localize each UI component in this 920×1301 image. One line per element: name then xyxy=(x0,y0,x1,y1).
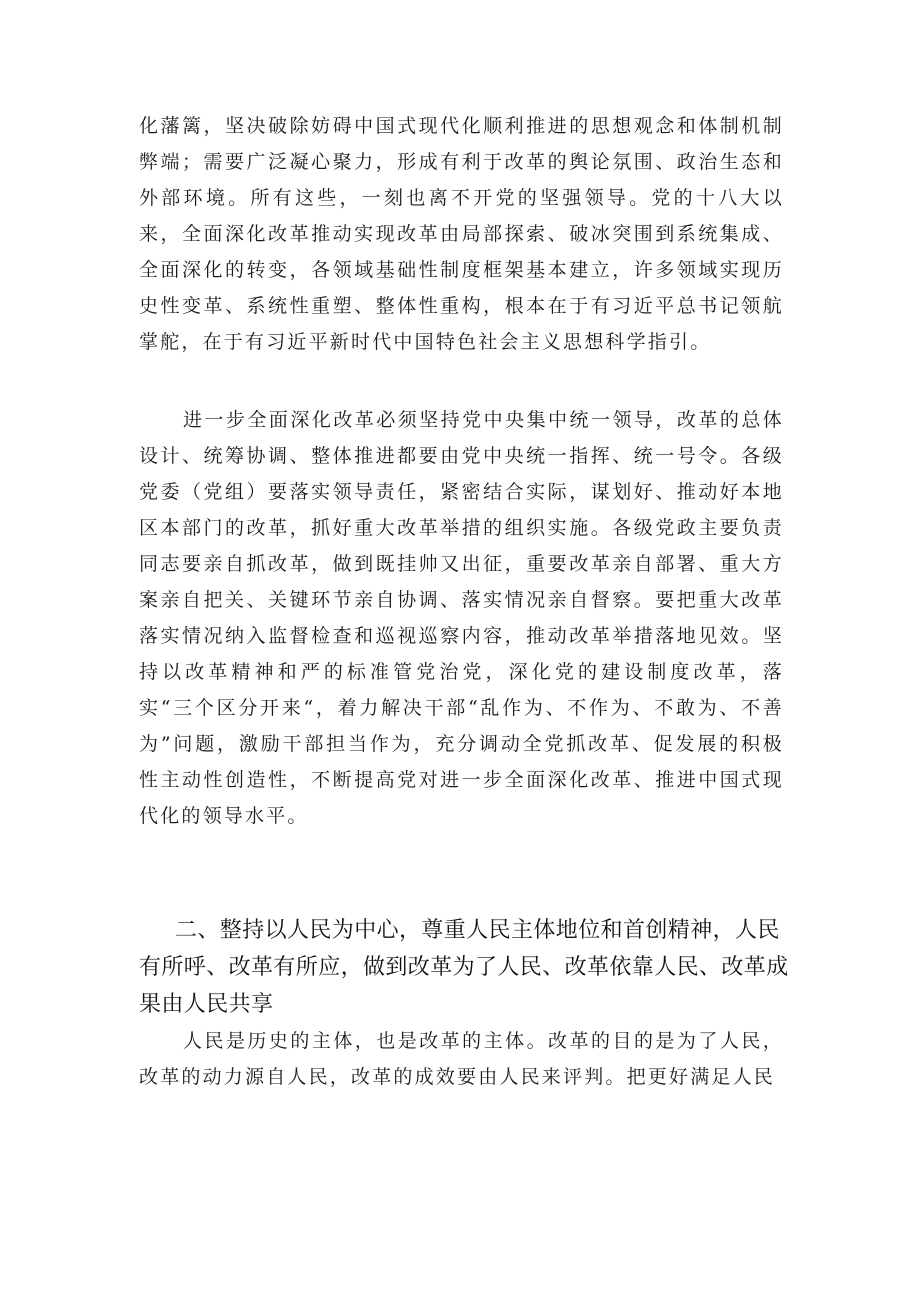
body-paragraph-continued: 化藩篱，坚决破除妨碍中国式现代化顺利推进的思想观念和体制机制弊端；需要广泛凝心聚力，形成有利于改革的舆论氛围、政治生态和外部环境。所有这些，一刻也离不开党的坚强领导。党的十八大以来，全面深化改革推动实现改革由局部探索、破冰突围到系统集成、全面深化的转变，各领域基础性制度框架基本建立，许多领域实现历史性变革、系统性重塑、整体性重构，根本在于有习近平总书记领航掌舵，在于有习近平新时代中国特色社会主义思想科学指引。 xyxy=(139,115,784,353)
body-paragraph: 人民是历史的主体，也是改革的主体。改革的目的是为了人民，改革的动力源自人民，改革的成效要由人民来评判。把更好满足人民 xyxy=(139,1030,784,1088)
section-heading: 二、整持以人民为中心，尊重人民主体地位和首创精神，人民有所呼、改革有所应，做到改革为了人民、改革依靠人民、改革成果由人民共享 xyxy=(139,918,789,1017)
body-paragraph: 进一步全面深化改革必须坚持党中央集中统一领导，改革的总体设计、统筹协调、整体推进都要由党中央统一指挥、统一号令。各级党委（党组）要落实领导责任，紧密结合实际，谋划好、推动好本地区本部门的改革，抓好重大改革举措的组织实施。各级党政主要负责同志要亲自抓改革，做到既挂帅又出征，重要改革亲自部署、重大方案亲自把关、关键环节亲自协调、落实情况亲自督察。要把重大改革落实情况纳入监督检查和巡视巡察内容，推动改革举措落地见效。坚持以改革精神和严的标准管党治党，深化党的建设制度改革，落实“三个区分开来“，着力解决干部“乱作为、不作为、不敢为、不善为”问题，激励干部担当作为，充分调动全党抓改革、促发展的积极性主动性创造性，不断提高党对进一步全面深化改革、推进中国式现代化的领导水平。 xyxy=(139,409,784,827)
